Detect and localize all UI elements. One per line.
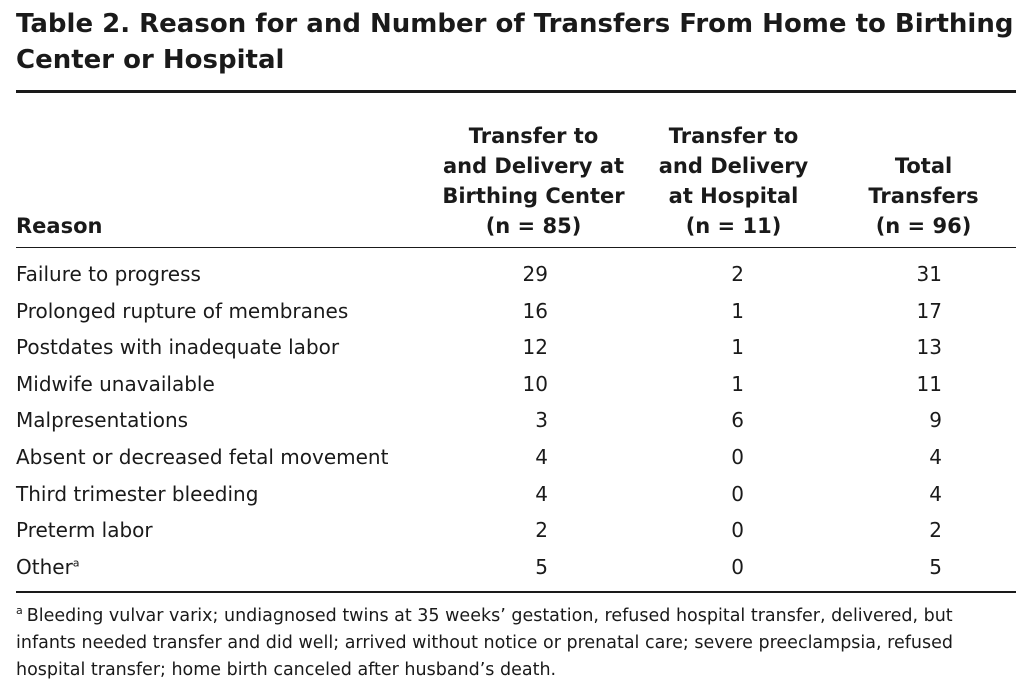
cell-birthing-center: 16 <box>522 298 548 323</box>
cell-reason: Absent or decreased fetal movement <box>16 444 389 469</box>
header-hospital-line: (n = 11) <box>685 214 782 238</box>
header-birthing-center-line: and Delivery at <box>442 154 625 178</box>
table-row <box>16 549 1016 592</box>
cell-total: 31 <box>916 262 942 286</box>
cell-reason: Preterm labor <box>16 518 153 543</box>
cell-reason: Malpresentations <box>16 408 189 433</box>
header-total <box>831 93 1016 248</box>
header-row <box>16 93 1016 248</box>
table-row <box>16 512 1016 549</box>
table-figure <box>16 6 1016 684</box>
header-hospital-line: Transfer to <box>668 124 799 148</box>
cell-reason: Midwife unavailable <box>16 371 215 396</box>
table-row <box>16 248 1016 293</box>
header-hospital-line: and Delivery <box>658 154 809 178</box>
cell-birthing-center: 4 <box>535 481 548 506</box>
cell-hospital: 6 <box>731 408 744 433</box>
cell-birthing-center: 4 <box>535 444 548 469</box>
cell-hospital: 0 <box>731 481 744 506</box>
cell-birthing-center: 3 <box>535 408 548 433</box>
header-total-line: Transfers <box>868 184 979 208</box>
table-row <box>16 366 1016 403</box>
cell-hospital: 1 <box>731 298 744 323</box>
table-footnote <box>16 603 1006 684</box>
table-row <box>16 439 1016 476</box>
header-total-line: (n = 96) <box>875 214 972 238</box>
header-birthing-center-line: Transfer to <box>468 124 599 148</box>
cell-hospital: 1 <box>731 371 744 396</box>
cell-hospital: 0 <box>731 444 744 469</box>
cell-birthing-center: 5 <box>535 554 548 579</box>
cell-reason: Third trimester bleeding <box>16 481 259 506</box>
cell-hospital: 0 <box>731 554 744 579</box>
footnote-marker: a <box>16 604 23 618</box>
cell-reason-text: Other <box>16 554 73 579</box>
cell-birthing-center: 2 <box>535 518 548 543</box>
footnote-text: Bleeding vulvar varix; undiagnosed twins at 35 weeks’ gestation, refused hospital transfer, delivered, but infants needed transfer and did well; arrived without notice or prenatal care; severe preeclampsia, refused hospital transfer; home birth canceled after husband’s death. <box>16 605 953 680</box>
bottom-rule <box>16 591 1016 593</box>
header-hospital <box>636 93 831 248</box>
table-row <box>16 402 1016 439</box>
cell-total: 11 <box>916 371 942 396</box>
cell-reason: Postdates with inadequate labor <box>16 335 340 360</box>
transfers-table <box>16 93 1016 591</box>
cell-birthing-center: 10 <box>522 371 548 396</box>
table-row <box>16 329 1016 366</box>
table-row <box>16 476 1016 513</box>
cell-hospital: 1 <box>731 335 744 360</box>
cell-birthing-center: 12 <box>522 335 548 360</box>
footnote-marker: a <box>72 556 80 570</box>
header-total-line: Total <box>894 154 953 178</box>
cell-total: 5 <box>929 554 942 579</box>
cell-total: 4 <box>929 481 942 506</box>
cell-hospital: 2 <box>731 262 744 286</box>
header-hospital-line: at Hospital <box>668 184 799 208</box>
cell-reason <box>16 549 431 592</box>
cell-total: 9 <box>929 408 942 433</box>
header-birthing-center <box>431 93 636 248</box>
cell-reason: Failure to progress <box>16 262 201 286</box>
table-row <box>16 293 1016 330</box>
table-title: Table 2. Reason for and Number of Transfers From Home to Birthing Center or Hospital <box>16 9 1014 75</box>
header-birthing-center-line: (n = 85) <box>485 214 582 238</box>
cell-total: 13 <box>916 335 942 360</box>
header-reason: Reason <box>16 93 431 248</box>
cell-total: 4 <box>929 444 942 469</box>
cell-total: 2 <box>929 518 942 543</box>
cell-hospital: 0 <box>731 518 744 543</box>
header-birthing-center-line: Birthing Center <box>442 184 625 208</box>
cell-reason: Prolonged rupture of membranes <box>16 298 349 323</box>
cell-birthing-center: 29 <box>522 262 548 286</box>
cell-total: 17 <box>916 298 942 323</box>
